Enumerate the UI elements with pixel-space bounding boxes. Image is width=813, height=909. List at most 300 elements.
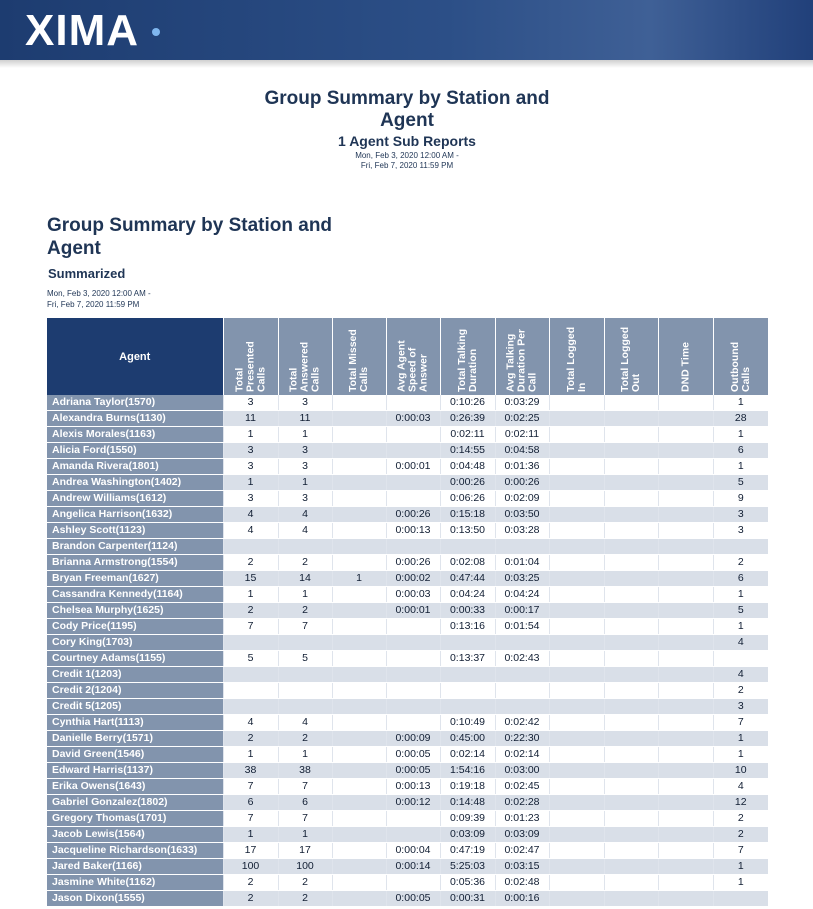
table-cell [604, 683, 658, 699]
table-row [47, 859, 768, 875]
table-cell [604, 859, 658, 875]
table-cell [604, 667, 658, 683]
table-cell: 0:03:09 [495, 827, 549, 843]
table-cell [604, 539, 658, 555]
table-row [47, 507, 768, 523]
table-cell [549, 571, 604, 587]
table-cell [658, 747, 713, 763]
column-header-label: Total Talking Duration [455, 328, 479, 392]
table-cell: 1 [713, 427, 768, 443]
table-cell: 5 [223, 651, 278, 667]
table-cell [332, 715, 386, 731]
table-cell [332, 811, 386, 827]
table-cell [604, 587, 658, 603]
table-cell: 9 [713, 491, 768, 507]
table-cell: 0:02:28 [495, 795, 549, 811]
table-cell: 1 [223, 587, 278, 603]
section-title: Group Summary by Station and Agent [47, 215, 333, 259]
table-cell [658, 763, 713, 779]
table-cell [658, 875, 713, 891]
table-cell [386, 491, 440, 507]
table-cell [549, 731, 604, 747]
table-cell: 0:13:50 [440, 523, 495, 539]
table-cell: 3 [278, 395, 332, 411]
table-cell [549, 459, 604, 475]
table-cell [604, 699, 658, 715]
table-cell: 3 [278, 491, 332, 507]
table-cell [332, 603, 386, 619]
table-cell: 1 [713, 587, 768, 603]
table-cell: 0:14:48 [440, 795, 495, 811]
table-cell [549, 587, 604, 603]
table-cell: 17 [278, 843, 332, 859]
agent-name-cell: Adriana Taylor(1570) [47, 395, 223, 411]
table-cell [549, 395, 604, 411]
table-cell: 6 [223, 795, 278, 811]
table-cell [604, 763, 658, 779]
agent-name-cell: Jasmine White(1162) [47, 875, 223, 891]
table-cell: 2 [278, 891, 332, 907]
table-cell: 5:25:03 [440, 859, 495, 875]
table-cell [386, 699, 440, 715]
agent-name-cell: Credit 5(1205) [47, 699, 223, 715]
table-cell [604, 475, 658, 491]
table-cell: 0:03:50 [495, 507, 549, 523]
table-cell [713, 651, 768, 667]
section-date-range [47, 288, 151, 310]
table-cell: 0:00:09 [386, 731, 440, 747]
table-cell: 0:02:14 [440, 747, 495, 763]
table-cell: 10 [713, 763, 768, 779]
table-cell [332, 507, 386, 523]
table-cell: 0:00:01 [386, 603, 440, 619]
table-cell: 0:00:02 [386, 571, 440, 587]
agent-name-cell: Brandon Carpenter(1124) [47, 539, 223, 555]
table-cell [332, 635, 386, 651]
table-cell: 3 [278, 443, 332, 459]
report-title: Group Summary by Station and Agent [264, 88, 550, 131]
agent-name-cell: Ashley Scott(1123) [47, 523, 223, 539]
table-cell: 0:03:00 [495, 763, 549, 779]
table-cell: 1 [713, 731, 768, 747]
column-header-label: Total Logged Out [619, 326, 642, 392]
table-cell [332, 459, 386, 475]
table-cell [658, 843, 713, 859]
table-cell [495, 667, 549, 683]
table-row [47, 731, 768, 747]
table-cell [604, 555, 658, 571]
column-header [386, 318, 440, 395]
table-cell [549, 763, 604, 779]
table-cell [604, 491, 658, 507]
table-cell [440, 683, 495, 699]
table-cell: 17 [223, 843, 278, 859]
table-cell [549, 603, 604, 619]
table-cell [386, 875, 440, 891]
table-cell: 0:02:48 [495, 875, 549, 891]
table-cell [658, 731, 713, 747]
table-row [47, 555, 768, 571]
table-row [47, 539, 768, 555]
column-header [278, 318, 332, 395]
table-row [47, 459, 768, 475]
table-cell [604, 571, 658, 587]
column-header [658, 318, 713, 395]
table-cell [604, 651, 658, 667]
table-cell [604, 795, 658, 811]
table-cell [386, 443, 440, 459]
table-cell: 1 [713, 395, 768, 411]
table-cell [658, 891, 713, 907]
table-cell: 7 [278, 779, 332, 795]
table-cell: 4 [278, 507, 332, 523]
table-cell: 3 [223, 443, 278, 459]
table-cell [604, 891, 658, 907]
summary-table [47, 318, 768, 907]
table-cell: 0:02:09 [495, 491, 549, 507]
table-cell: 3 [713, 507, 768, 523]
table-cell [658, 587, 713, 603]
table-cell [604, 827, 658, 843]
agent-name-cell: Bryan Freeman(1627) [47, 571, 223, 587]
table-row [47, 619, 768, 635]
table-cell: 0:00:16 [495, 891, 549, 907]
table-cell: 1 [223, 747, 278, 763]
table-cell: 7 [713, 843, 768, 859]
table-cell: 0:00:33 [440, 603, 495, 619]
table-cell: 2 [223, 603, 278, 619]
agent-name-cell: Erika Owens(1643) [47, 779, 223, 795]
table-cell: 1 [713, 859, 768, 875]
table-row [47, 779, 768, 795]
table-cell [332, 795, 386, 811]
column-header-label: DND Time [679, 342, 691, 392]
table-cell: 0:00:17 [495, 603, 549, 619]
table-cell: 12 [713, 795, 768, 811]
agent-name-cell: Jacob Lewis(1564) [47, 827, 223, 843]
table-cell: 0:13:37 [440, 651, 495, 667]
table-cell [332, 667, 386, 683]
table-cell: 1 [713, 875, 768, 891]
table-cell: 0:47:19 [440, 843, 495, 859]
table-row [47, 827, 768, 843]
table-cell: 3 [223, 395, 278, 411]
column-header [604, 318, 658, 395]
table-row [47, 891, 768, 907]
table-cell [658, 651, 713, 667]
agent-name-cell: Angelica Harrison(1632) [47, 507, 223, 523]
table-cell: 4 [713, 667, 768, 683]
agent-name-cell: Brianna Armstrong(1554) [47, 555, 223, 571]
table-cell [604, 395, 658, 411]
table-cell: 0:00:12 [386, 795, 440, 811]
table-cell [386, 827, 440, 843]
table-cell: 0:10:26 [440, 395, 495, 411]
column-header [440, 318, 495, 395]
table-cell [549, 667, 604, 683]
table-cell [658, 443, 713, 459]
table-cell: 0:02:47 [495, 843, 549, 859]
table-row [47, 635, 768, 651]
agent-name-cell: Credit 2(1204) [47, 683, 223, 699]
table-cell [386, 619, 440, 635]
table-cell: 0:19:18 [440, 779, 495, 795]
table-row [47, 427, 768, 443]
table-cell: 2 [278, 555, 332, 571]
table-cell [658, 411, 713, 427]
table-cell [332, 747, 386, 763]
section-date-from: Mon, Feb 3, 2020 12:00 AM - [47, 289, 151, 298]
table-cell [658, 395, 713, 411]
table-cell: 7 [223, 779, 278, 795]
table-cell: 1 [713, 619, 768, 635]
table-row [47, 523, 768, 539]
table-cell [549, 779, 604, 795]
table-row [47, 587, 768, 603]
table-row [47, 475, 768, 491]
agent-name-cell: Andrew Williams(1612) [47, 491, 223, 507]
table-cell [332, 699, 386, 715]
table-cell: 1 [223, 475, 278, 491]
table-cell [549, 891, 604, 907]
table-cell: 1 [278, 587, 332, 603]
table-row [47, 571, 768, 587]
table-row [47, 843, 768, 859]
agent-name-cell: Alicia Ford(1550) [47, 443, 223, 459]
table-cell: 0:13:16 [440, 619, 495, 635]
table-cell [278, 635, 332, 651]
table-cell: 0:04:24 [495, 587, 549, 603]
table-cell: 0:02:25 [495, 411, 549, 427]
table-cell: 4 [278, 523, 332, 539]
table-cell: 28 [713, 411, 768, 427]
table-cell [713, 539, 768, 555]
agent-name-cell: Jared Baker(1166) [47, 859, 223, 875]
table-cell: 1 [223, 827, 278, 843]
table-cell: 0:02:11 [440, 427, 495, 443]
table-cell: 0:45:00 [440, 731, 495, 747]
table-cell [495, 683, 549, 699]
table-row [47, 411, 768, 427]
table-row [47, 603, 768, 619]
table-cell [658, 715, 713, 731]
table-cell: 5 [278, 651, 332, 667]
table-cell [386, 651, 440, 667]
table-cell: 6 [278, 795, 332, 811]
table-cell: 0:04:58 [495, 443, 549, 459]
table-cell [278, 699, 332, 715]
table-header-row [47, 318, 768, 395]
table-cell [386, 811, 440, 827]
table-cell [658, 555, 713, 571]
table-cell [332, 683, 386, 699]
table-cell: 7 [223, 811, 278, 827]
xima-logo: XIMA [25, 6, 139, 55]
table-cell: 1 [332, 571, 386, 587]
table-cell [386, 475, 440, 491]
table-cell [495, 699, 549, 715]
table-cell: 0:02:43 [495, 651, 549, 667]
table-cell: 0:15:18 [440, 507, 495, 523]
table-cell: 2 [223, 875, 278, 891]
table-cell: 0:00:26 [495, 475, 549, 491]
table-cell: 4 [223, 507, 278, 523]
agent-name-cell: Gabriel Gonzalez(1802) [47, 795, 223, 811]
report-date-from: Mon, Feb 3, 2020 12:00 AM - [355, 151, 459, 160]
table-cell [604, 779, 658, 795]
column-header [223, 318, 278, 395]
table-row [47, 491, 768, 507]
table-cell [223, 683, 278, 699]
table-cell [549, 795, 604, 811]
table-cell: 0:01:04 [495, 555, 549, 571]
table-cell [332, 651, 386, 667]
table-cell: 0:00:26 [386, 507, 440, 523]
table-cell [223, 667, 278, 683]
table-cell [549, 555, 604, 571]
table-cell [658, 475, 713, 491]
table-cell [658, 427, 713, 443]
table-cell [549, 427, 604, 443]
report-date-range [247, 151, 567, 171]
table-cell [386, 715, 440, 731]
table-cell: 0:00:14 [386, 859, 440, 875]
table-cell: 0:02:45 [495, 779, 549, 795]
table-cell: 0:00:13 [386, 523, 440, 539]
table-cell [658, 603, 713, 619]
table-cell [658, 459, 713, 475]
report-subtitle: 1 Agent Sub Reports [338, 133, 476, 149]
table-cell: 1 [278, 475, 332, 491]
table-cell: 0:00:03 [386, 411, 440, 427]
table-cell: 6 [713, 571, 768, 587]
table-row [47, 395, 768, 411]
column-header-label: Avg Talking Duration Per Call [504, 328, 539, 392]
table-cell: 0:26:39 [440, 411, 495, 427]
table-cell [658, 699, 713, 715]
column-header [549, 318, 604, 395]
table-cell [658, 635, 713, 651]
table-cell: 0:03:15 [495, 859, 549, 875]
table-cell: 5 [713, 475, 768, 491]
column-header [495, 318, 549, 395]
agent-name-cell: Credit 1(1203) [47, 667, 223, 683]
table-cell: 14 [278, 571, 332, 587]
table-cell [604, 427, 658, 443]
table-cell [658, 619, 713, 635]
table-cell [658, 507, 713, 523]
banner-shadow [0, 60, 813, 68]
table-row [47, 443, 768, 459]
table-cell [223, 699, 278, 715]
table-cell: 0:04:24 [440, 587, 495, 603]
table-cell [332, 859, 386, 875]
table-cell: 2 [223, 555, 278, 571]
column-header-label: Total Answered Calls [287, 341, 322, 392]
table-row [47, 683, 768, 699]
table-cell [604, 443, 658, 459]
table-cell [549, 475, 604, 491]
table-row [47, 651, 768, 667]
agent-name-cell: Cory King(1703) [47, 635, 223, 651]
table-cell [549, 875, 604, 891]
column-header-label: Outbound Calls [728, 341, 752, 392]
table-cell: 0:02:14 [495, 747, 549, 763]
table-cell [604, 811, 658, 827]
column-header-agent: Agent [47, 318, 223, 395]
table-cell [332, 779, 386, 795]
table-cell: 3 [713, 523, 768, 539]
table-cell [332, 827, 386, 843]
table-cell: 1 [223, 427, 278, 443]
table-cell: 0:06:26 [440, 491, 495, 507]
table-cell [386, 539, 440, 555]
table-cell [332, 427, 386, 443]
table-cell [604, 507, 658, 523]
table-cell: 15 [223, 571, 278, 587]
table-cell [549, 827, 604, 843]
table-cell [549, 523, 604, 539]
table-cell: 38 [278, 763, 332, 779]
table-cell: 7 [223, 619, 278, 635]
table-cell: 0:03:28 [495, 523, 549, 539]
table-cell [278, 667, 332, 683]
table-cell: 2 [223, 731, 278, 747]
table-cell [386, 683, 440, 699]
agent-name-cell: Gregory Thomas(1701) [47, 811, 223, 827]
table-cell [332, 843, 386, 859]
table-row [47, 795, 768, 811]
column-header [332, 318, 386, 395]
table-cell: 0:01:23 [495, 811, 549, 827]
table-cell [223, 635, 278, 651]
table-cell: 3 [278, 459, 332, 475]
table-cell [549, 843, 604, 859]
table-cell: 1 [278, 747, 332, 763]
table-cell: 2 [278, 603, 332, 619]
agent-name-cell: Edward Harris(1137) [47, 763, 223, 779]
table-cell [604, 715, 658, 731]
table-cell [440, 635, 495, 651]
table-cell: 0:03:29 [495, 395, 549, 411]
table-cell [658, 779, 713, 795]
table-cell: 0:03:25 [495, 571, 549, 587]
table-cell: 4 [223, 523, 278, 539]
table-cell [604, 843, 658, 859]
table-cell: 0:00:04 [386, 843, 440, 859]
table-cell: 0:00:31 [440, 891, 495, 907]
table-cell [440, 699, 495, 715]
table-cell [658, 859, 713, 875]
table-cell [332, 731, 386, 747]
section-subtitle: Summarized [48, 266, 126, 281]
table-cell: 1 [278, 827, 332, 843]
table-cell [658, 683, 713, 699]
table-cell: 2 [278, 731, 332, 747]
table-cell [332, 587, 386, 603]
table-cell: 100 [223, 859, 278, 875]
table-cell: 0:10:49 [440, 715, 495, 731]
table-cell [332, 875, 386, 891]
table-cell [658, 795, 713, 811]
table-cell: 11 [223, 411, 278, 427]
table-cell [549, 859, 604, 875]
table-row [47, 699, 768, 715]
table-cell: 4 [223, 715, 278, 731]
table-cell: 0:14:55 [440, 443, 495, 459]
table-cell [549, 443, 604, 459]
table-cell [223, 539, 278, 555]
